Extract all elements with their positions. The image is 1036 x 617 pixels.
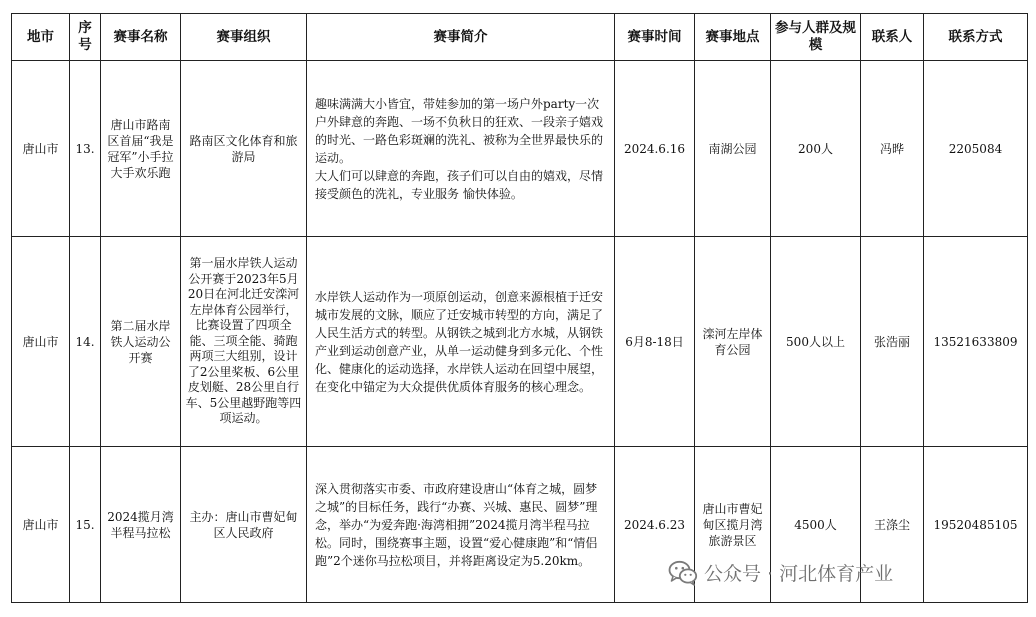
cell-intro: 深入贯彻落实市委、市政府建设唐山“体育之城，圆梦之城”的目标任务，践行“办赛、兴城、惠民、圆梦”理念，举办“为爱奔跑·海湾相拥”2024揽月湾半程马拉松。同时，围绕赛事主题，设置“爱心健康跑”和“情侣跑”2个迷你马拉松项目，并将距离设定为5.20km。: [307, 447, 615, 603]
header-city: 地市: [12, 14, 70, 61]
header-time: 赛事时间: [615, 14, 695, 61]
cell-scale: 200人: [771, 61, 861, 237]
cell-city: 唐山市: [12, 237, 70, 447]
wechat-icon: [668, 560, 698, 586]
cell-time: 6月8-18日: [615, 237, 695, 447]
cell-name: 2024揽月湾半程马拉松: [101, 447, 181, 603]
header-scale: 参与人群及规模: [771, 14, 861, 61]
table-row: [12, 237, 1028, 447]
cell-time: 2024.6.16: [615, 61, 695, 237]
cell-place: 南湖公园: [695, 61, 771, 237]
cell-phone: 19520485105: [924, 447, 1028, 603]
cell-no: 14.: [70, 237, 101, 447]
cell-place: 滦河左岸体育公园: [695, 237, 771, 447]
header-contact: 联系人: [861, 14, 924, 61]
cell-org: 主办：唐山市曹妃甸区人民政府: [181, 447, 307, 603]
cell-intro: 趣味满满大小皆宜，带娃参加的第一场户外party一次户外肆意的奔跑、一场不负秋日的狂欢、一段亲子嬉戏的时光、一路色彩斑斓的洗礼、被称为全世界最快乐的运动。 大人们可以肆意的奔跑，孩子们可以自由的嬉戏，尽情接受颜色的洗礼，专业服务 愉快体验。: [307, 61, 615, 237]
cell-city: 唐山市: [12, 61, 70, 237]
cell-name: 唐山市路南区首届“我是冠军”小手拉大手欢乐跑: [101, 61, 181, 237]
header-name: 赛事名称: [101, 14, 181, 61]
cell-scale: 500人以上: [771, 237, 861, 447]
cell-time: 2024.6.23: [615, 447, 695, 603]
cell-scale: 4500人: [771, 447, 861, 603]
cell-city: 唐山市: [12, 447, 70, 603]
header-phone: 联系方式: [924, 14, 1028, 61]
cell-contact: 张浩丽: [861, 237, 924, 447]
cell-no: 13.: [70, 61, 101, 237]
cell-name: 第二届水岸铁人运动公开赛: [101, 237, 181, 447]
events-table: [11, 13, 1028, 603]
header-no: 序号: [70, 14, 101, 61]
cell-org: 路南区文化体育和旅游局: [181, 61, 307, 237]
watermark-text: 公众号 · 河北体育产业: [704, 563, 894, 585]
watermark: [668, 559, 893, 586]
cell-intro: 水岸铁人运动作为一项原创运动，创意来源根植于迁安城市发展的文脉，顺应了迁安城市转型的方向，满足了人民生活方式的转型。从钢铁之城到北方水城，从钢铁产业到运动创意产业，从单一运动健身到多元化、个性化、健康化的运动选择，水岸铁人运动在回望中展望，在变化中锚定为大众提供优质体育服务的核心理念。: [307, 237, 615, 447]
cell-phone: 2205084: [924, 61, 1028, 237]
table-row: [12, 61, 1028, 237]
header-org: 赛事组织: [181, 14, 307, 61]
cell-org: 第一届水岸铁人运动公开赛于2023年5月20日在河北迁安滦河左岸体育公园举行，比赛设置了四项全能、三项全能、骑跑两项三大组别，设计了2公里桨板、6公里皮划艇、28公里自行车、5公里越野跑等四项运动。: [181, 237, 307, 447]
cell-contact: 冯晔: [861, 61, 924, 237]
cell-place: 唐山市曹妃甸区揽月湾旅游景区: [695, 447, 771, 603]
header-row: [12, 14, 1028, 61]
cell-no: 15.: [70, 447, 101, 603]
cell-contact: 王涤尘: [861, 447, 924, 603]
header-intro: 赛事简介: [307, 14, 615, 61]
header-place: 赛事地点: [695, 14, 771, 61]
cell-phone: 13521633809: [924, 237, 1028, 447]
